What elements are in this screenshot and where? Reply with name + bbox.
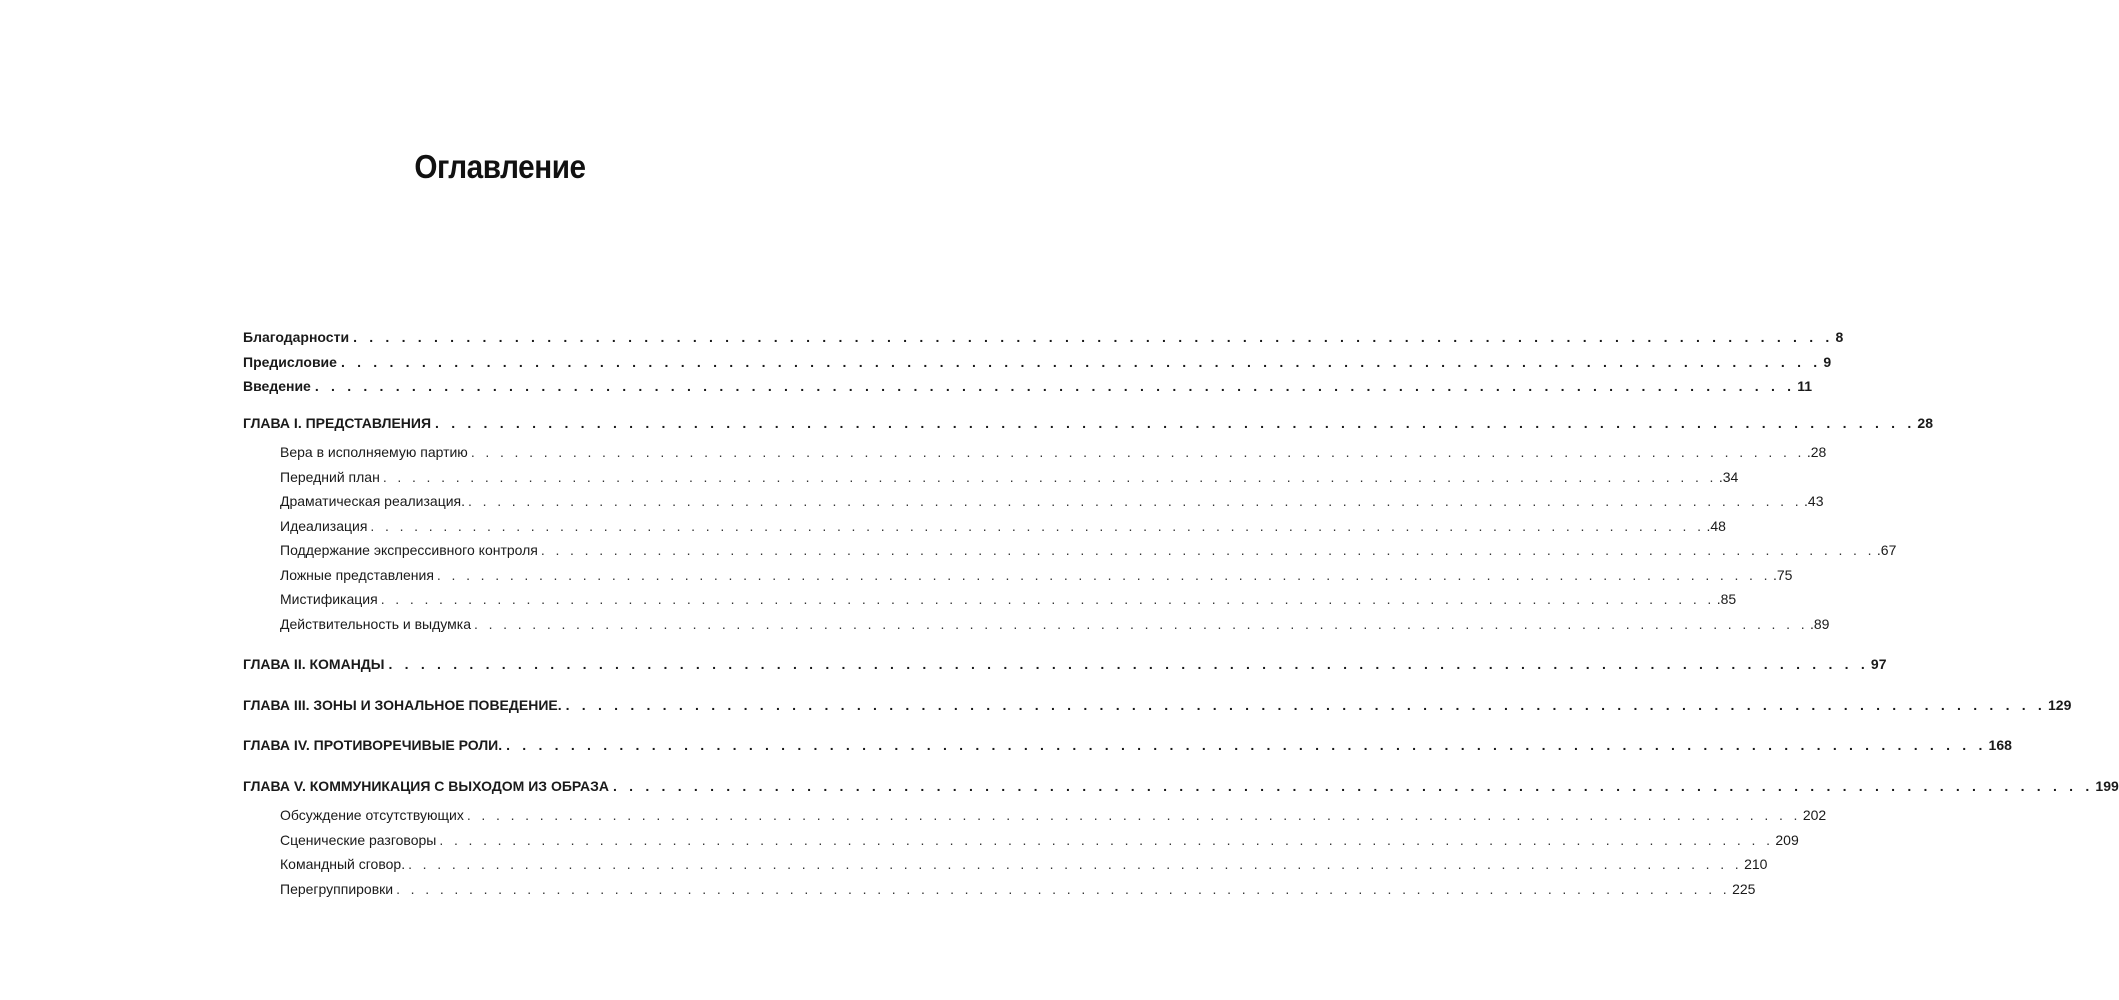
dot-leader: . . . . . . . . . . . . . . . . . . . . . . . . . . . . . . . . . . . . . . . . . . . . . . . . . . . . . . . . . . . . . . . . . . . . . . . . . . . . . . . . . . . . . . . . . . . . — [340, 353, 1822, 370]
toc-section-page: .75 — [1772, 566, 1793, 583]
toc-section[interactable] — [243, 877, 1756, 902]
toc-section-label: Обсуждение отсутствующих — [280, 807, 464, 823]
toc-section-label: Командный сговор. — [280, 856, 406, 872]
toc-entry-page: 9 — [1823, 353, 1832, 370]
toc-section-label: Сценические разговоры — [280, 831, 437, 848]
toc-chapter-label: ГЛАВА III. ЗОНЫ И ЗОНАЛЬНОЕ ПОВЕДЕНИЕ. — [243, 696, 562, 713]
dot-leader: . . . . . . . . . . . . . . . . . . . . . . . . . . . . . . . . . . . . . . . . . . . . . . . . . . . . . . . . . . . . . . . . . . . . . . . . . . . . . . . . . . . . . . . . . . . . — [565, 696, 2047, 713]
dot-leader: . . . . . . . . . . . . . . . . . . . . . . . . . . . . . . . . . . . . . . . . . . . . . . . . . . . . . . . . . . . . . . . . . . . . . . . . . . . . . . . . . . . . . . . . . . . . — [473, 615, 1808, 632]
toc-section[interactable] — [243, 465, 1739, 490]
toc-section[interactable] — [243, 803, 1827, 828]
toc-chapter-2[interactable] — [243, 652, 1887, 677]
toc-section-label: Перегруппировки — [280, 880, 394, 897]
dot-leader: . . . . . . . . . . . . . . . . . . . . . . . . . . . . . . . . . . . . . . . . . . . . . . . . . . . . . . . . . . . . . . . . . . . . . . . . . . . . . . . . . . . . . . . . . . . . — [466, 807, 1801, 823]
toc-chapter-label: ГЛАВА I. ПРЕДСТАВЛЕНИЯ — [243, 414, 432, 431]
dot-leader: . . . . . . . . . . . . . . . . . . . . . . . . . . . . . . . . . . . . . . . . . . . . . . . . . . . . . . . . . . . . . . . . . . . . . . . . . . . . . . . . . . . . . . . . . . . . — [435, 414, 1916, 431]
dot-leader: . . . . . . . . . . . . . . . . . . . . . . . . . . . . . . . . . . . . . . . . . . . . . . . . . . . . . . . . . . . . . . . . . . . . . . . . . . . . . . . . . . . . . . . . . . . . — [388, 656, 1869, 672]
toc-section-label: Мистификация — [280, 591, 378, 607]
toc-section-page: .89 — [1810, 615, 1830, 632]
toc-chapter-1[interactable] — [243, 411, 1933, 436]
dot-leader: . . . . . . . . . . . . . . . . . . . . . . . . . . . . . . . . . . . . . . . . . . . . . . . . . . . . . . . . . . . . . . . . . . . . . . . . . . . . . . . . . . . . . . . . . . . . — [370, 517, 1705, 534]
dot-leader: . . . . . . . . . . . . . . . . . . . . . . . . . . . . . . . . . . . . . . . . . . . . . . . . . . . . . . . . . . . . . . . . . . . . . . . . . . . . . . . . . . . . . . . . . . . . — [382, 468, 1717, 485]
toc-section[interactable] — [243, 612, 1830, 637]
toc-entry-acknowledgements[interactable] — [243, 325, 1844, 350]
toc-section[interactable] — [243, 514, 1726, 539]
toc-entry-introduction[interactable] — [243, 374, 1813, 399]
toc-chapter-4[interactable] — [243, 733, 2012, 758]
toc-section-page: 225 — [1732, 880, 1756, 897]
toc-chapter-page: 199 — [2095, 777, 2119, 794]
toc-chapter-label: ГЛАВА IV. ПРОТИВОРЕЧИВЫЕ РОЛИ. — [243, 737, 503, 753]
toc-chapter-page: 97 — [1870, 656, 1887, 672]
page-title: Оглавление — [414, 148, 586, 185]
toc-entry-page: 8 — [1835, 329, 1844, 345]
toc-entry-label: Введение — [243, 378, 311, 394]
toc-entry-page: 11 — [1797, 378, 1813, 394]
toc-section-label: Идеализация — [280, 517, 368, 534]
dot-leader: . . . . . . . . . . . . . . . . . . . . . . . . . . . . . . . . . . . . . . . . . . . . . . . . . . . . . . . . . . . . . . . . . . . . . . . . . . . . . . . . . . . . . . . . . . . . — [613, 777, 2094, 794]
toc-section-page: .43 — [1804, 493, 1824, 509]
toc-section-page: .85 — [1716, 591, 1737, 607]
toc-section[interactable] — [243, 852, 1768, 877]
dot-leader: . . . . . . . . . . . . . . . . . . . . . . . . . . . . . . . . . . . . . . . . . . . . . . . . . . . . . . . . . . . . . . . . . . . . . . . . . . . . . . . . . . . . . . . . . . . . — [540, 542, 1875, 558]
dot-leader: . . . . . . . . . . . . . . . . . . . . . . . . . . . . . . . . . . . . . . . . . . . . . . . . . . . . . . . . . . . . . . . . . . . . . . . . . . . . . . . . . . . . . . . . . . . . — [439, 831, 1774, 848]
toc-section[interactable] — [243, 563, 1793, 588]
toc-chapter-page: 28 — [1917, 414, 1933, 431]
toc-section-label: Действительность и выдумка — [280, 615, 471, 632]
toc-chapter-page: 129 — [2048, 696, 2072, 713]
toc-section[interactable] — [243, 489, 1824, 514]
toc-chapter-5[interactable] — [243, 774, 2119, 799]
toc-section[interactable] — [243, 440, 1827, 465]
toc-section-label: Передний план — [280, 468, 380, 485]
toc-section-page: .28 — [1806, 444, 1827, 460]
dot-leader: . . . . . . . . . . . . . . . . . . . . . . . . . . . . . . . . . . . . . . . . . . . . . . . . . . . . . . . . . . . . . . . . . . . . . . . . . . . . . . . . . . . . . . . . . . . . — [436, 566, 1771, 583]
toc-entry-label: Благодарности — [243, 329, 350, 345]
dot-leader: . . . . . . . . . . . . . . . . . . . . . . . . . . . . . . . . . . . . . . . . . . . . . . . . . . . . . . . . . . . . . . . . . . . . . . . . . . . . . . . . . . . . . . . . . . . . — [314, 378, 1796, 394]
toc-section-page: .48 — [1706, 517, 1726, 534]
dot-leader: . . . . . . . . . . . . . . . . . . . . . . . . . . . . . . . . . . . . . . . . . . . . . . . . . . . . . . . . . . . . . . . . . . . . . . . . . . . . . . . . . . . . . . . . . . . . — [353, 329, 1834, 345]
toc-section-label: Поддержание экспрессивного контроля — [280, 542, 538, 558]
toc-section-page: .34 — [1718, 468, 1739, 485]
toc-section-page: 209 — [1775, 831, 1799, 848]
toc-section[interactable] — [243, 828, 1799, 853]
table-of-contents — [243, 325, 2119, 901]
toc-section-label: Драматическая реализация. — [280, 493, 466, 509]
dot-leader: . . . . . . . . . . . . . . . . . . . . . . . . . . . . . . . . . . . . . . . . . . . . . . . . . . . . . . . . . . . . . . . . . . . . . . . . . . . . . . . . . . . . . . . . . . . . — [506, 737, 1987, 753]
toc-chapter-label: ГЛАВА II. КОМАНДЫ — [243, 656, 385, 672]
toc-chapter-page: 168 — [1988, 737, 2012, 753]
toc-section[interactable] — [243, 587, 1737, 612]
dot-leader: . . . . . . . . . . . . . . . . . . . . . . . . . . . . . . . . . . . . . . . . . . . . . . . . . . . . . . . . . . . . . . . . . . . . . . . . . . . . . . . . . . . . . . . . . . . . — [380, 591, 1715, 607]
toc-entry-label: Предисловие — [243, 353, 337, 370]
toc-section-page: 202 — [1802, 807, 1827, 823]
dot-leader: . . . . . . . . . . . . . . . . . . . . . . . . . . . . . . . . . . . . . . . . . . . . . . . . . . . . . . . . . . . . . . . . . . . . . . . . . . . . . . . . . . . . . . . . . . . . — [396, 880, 1731, 897]
toc-section-label: Вера в исполняемую партию — [280, 444, 468, 460]
toc-section[interactable] — [243, 538, 1897, 563]
toc-section-page: 210 — [1744, 856, 1768, 872]
toc-chapter-label: ГЛАВА V. КОММУНИКАЦИЯ С ВЫХОДОМ ИЗ ОБРАЗА — [243, 777, 609, 794]
toc-section-label: Ложные представления — [280, 566, 434, 583]
dot-leader: . . . . . . . . . . . . . . . . . . . . . . . . . . . . . . . . . . . . . . . . . . . . . . . . . . . . . . . . . . . . . . . . . . . . . . . . . . . . . . . . . . . . . . . . . . . . — [470, 444, 1805, 460]
toc-chapter-3[interactable] — [243, 693, 2072, 718]
toc-entry-foreword[interactable] — [243, 350, 1832, 375]
toc-section-page: .67 — [1876, 542, 1897, 558]
dot-leader: . . . . . . . . . . . . . . . . . . . . . . . . . . . . . . . . . . . . . . . . . . . . . . . . . . . . . . . . . . . . . . . . . . . . . . . . . . . . . . . . . . . . . . . . . . . . — [408, 856, 1743, 872]
dot-leader: . . . . . . . . . . . . . . . . . . . . . . . . . . . . . . . . . . . . . . . . . . . . . . . . . . . . . . . . . . . . . . . . . . . . . . . . . . . . . . . . . . . . . . . . . . . . — [468, 493, 1803, 509]
